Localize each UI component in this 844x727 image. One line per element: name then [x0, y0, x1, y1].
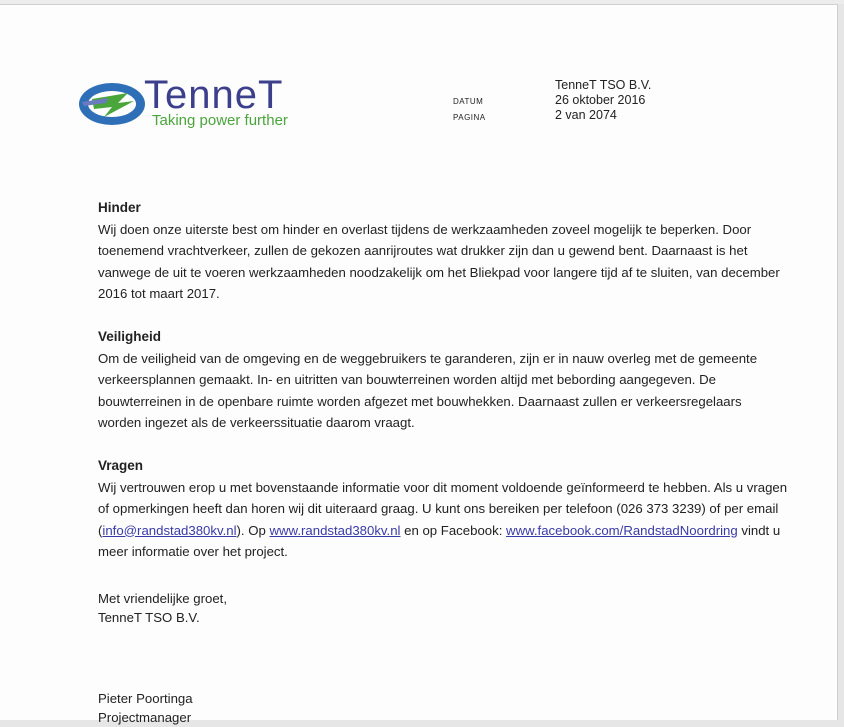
tennet-logo — [78, 73, 318, 137]
section-text-vragen — [98, 477, 788, 563]
section-heading-hinder: Hinder — [98, 200, 141, 215]
section-text-hinder: Wij doen onze uiterste best om hinder en overlast tijdens de werkzaamheden zoveel mogelijk te beperken. Door toenemend vrachtverkeer, zullen de gekozen aanrijroutes wat drukker zijn dan u gewend bent. Daarnaast is het vanwege de uit te voeren werkzaamheden noodzakelijk om het Bliekpad voor langere tijd af te sluiten, van december 2016 tot maart 2017. — [98, 221, 780, 301]
tennet-emblem-icon — [78, 79, 146, 129]
signer-name: Pieter Poortinga — [98, 691, 193, 706]
logo-tagline: Taking power further — [152, 112, 288, 129]
vragen-text-part-3: en op Facebook: — [400, 522, 507, 538]
pagina-value: 2 van 2074 — [555, 108, 617, 122]
vragen-text-part-2: ). Op — [236, 522, 270, 538]
vragen-text-part-4: vindt u meer informatie over het project. — [98, 522, 781, 559]
pagina-label: PAGINA — [453, 113, 486, 122]
closing-block — [98, 589, 227, 627]
section-heading-veiligheid: Veiligheid — [98, 329, 162, 344]
closing-greeting: Met vriendelijke groet, — [98, 591, 228, 606]
section-heading-vragen: Vragen — [98, 458, 144, 473]
datum-label: DATUM — [453, 97, 484, 106]
letter-page — [0, 4, 838, 725]
website-link[interactable]: www.randstad380kv.nl — [269, 522, 401, 538]
logo-wordmark: TenneT — [144, 73, 284, 117]
facebook-link[interactable]: www.facebook.com/RandstadNoordring — [506, 522, 738, 538]
company-name: TenneT TSO B.V. — [555, 78, 652, 92]
vragen-text-part-1: Wij vertrouwen erop u met bovenstaande informatie voor dit moment voldoende geïnformeerd te hebben. Als u vragen of opmerkingen heeft dan horen wij dit uiteraard graag. U kunt ons bereiken per telefoon (026 373 3239) of per email ( — [98, 479, 788, 538]
datum-value: 26 oktober 2016 — [555, 93, 646, 107]
section-text-veiligheid: Om de veiligheid van de omgeving en de weggebruikers te garanderen, zijn er in nauw overleg met de gemeente verkeersplannen gemaakt. In- en uitritten van bouwterreinen worden altijd met bebording aangegeven. De bouwterreinen in de openbare ruimte worden afgezet met bouwhekken. Daarnaast zullen er verkeersregelaars worden ingezet als de verkeerssituatie daarom vraagt. — [98, 350, 758, 430]
closing-company: TenneT TSO B.V. — [98, 610, 200, 625]
meta-labels — [453, 94, 486, 126]
signature-block — [98, 689, 193, 727]
signer-title: Projectmanager — [98, 710, 192, 725]
email-link[interactable]: info@randstad380kv.nl — [102, 522, 237, 538]
meta-values — [555, 78, 651, 123]
letter-body — [98, 197, 788, 584]
